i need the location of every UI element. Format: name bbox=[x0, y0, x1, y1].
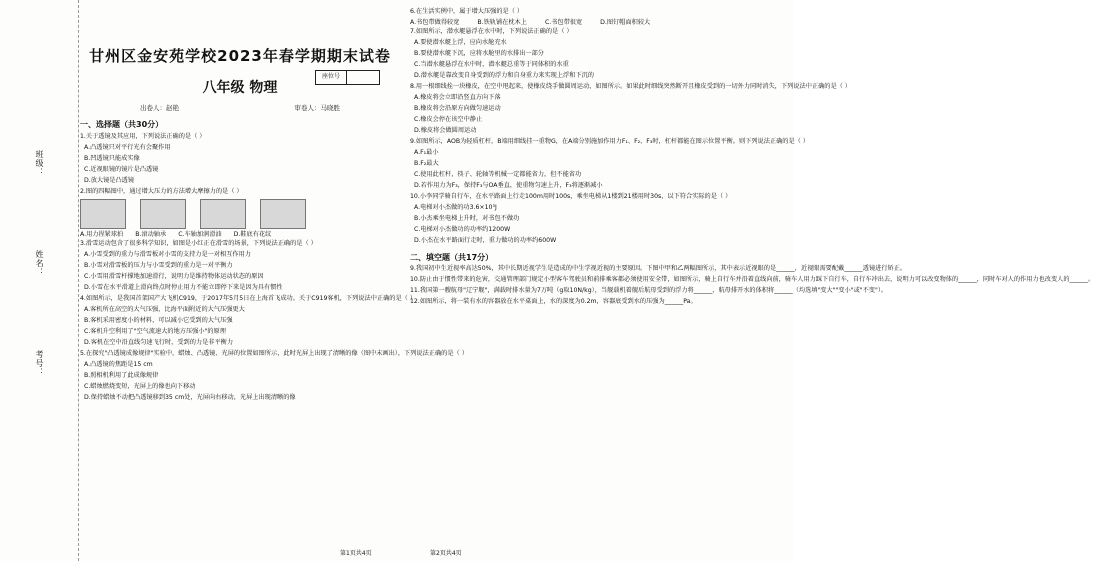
page-footer-right: 第2页共4页 bbox=[430, 550, 462, 557]
option: D.小雪在水平滑道上滑向终点时停止用力不能立即停下来是因为具有惯性 bbox=[84, 283, 283, 291]
option: A.客机所在高空的大气压强，比海平面附近的大气压强更大 bbox=[84, 305, 245, 313]
option: B.小杰乘坐电梯上升时，对书包不做功 bbox=[414, 214, 520, 222]
exam-subtitle: 八年级 物理 bbox=[202, 79, 278, 96]
option: D.鞋底有花纹 bbox=[233, 230, 272, 238]
option: A.书包带做得较宽 bbox=[410, 18, 460, 26]
option: C.当潜水艇悬浮在水中时，潜水艇总重等于同体积的水重 bbox=[414, 60, 569, 68]
racket-image bbox=[80, 199, 126, 229]
option: A.用力捏紧球拍 bbox=[80, 230, 124, 238]
option: D.潜水艇是靠改变自身受到的浮力和自身重力来实现上浮和下沉的 bbox=[414, 71, 594, 79]
option: D.放大镜是凸透镜 bbox=[84, 177, 135, 184]
question-13: 11.我国第一艘航母"辽宁舰"，满载时排水量为7万吨（g取10N/kg），当舰载机着舰后航母受到的浮力将______，航母排开水的体积将______（均选填"变大""变小"或"不变"）。 bbox=[410, 287, 888, 295]
option: C.书包带很宽 bbox=[544, 18, 583, 26]
bearing-image bbox=[140, 199, 186, 229]
shoe-image bbox=[260, 199, 306, 229]
option: C.小雪用滑雪杆撑地加速滑行，说明力是维持物体运动状态的原因 bbox=[84, 272, 264, 280]
name-label: 姓名： bbox=[35, 250, 44, 277]
right-column bbox=[410, 8, 1094, 309]
question-6: 6.在生活实例中，属于增大压强的是（ ） bbox=[410, 8, 524, 15]
question-2: 2.图的四幅图中，通过增大压力的方法增大摩擦力的是（ ） bbox=[80, 187, 243, 195]
option: B.凹透镜只能成实像 bbox=[84, 155, 140, 163]
option: A.凸透镜的焦距是15 cm bbox=[84, 360, 153, 368]
exam-meta bbox=[80, 104, 400, 113]
reviewer: 审卷人：马晓胜 bbox=[294, 104, 340, 113]
option: A.小雪受到的重力与滑雪板对小雪的支持力是一对相互作用力 bbox=[84, 250, 251, 258]
question-10: 10.小李同学骑自行车，在水平路面上行走100m用时100s，乘坐电梯从1楼到21楼用时30s，以下符合实际的是（ ） bbox=[410, 192, 732, 200]
option: B.小雪对滑雪板的压力与小雪受到的重力是一对平衡力 bbox=[84, 261, 233, 269]
binding-margin bbox=[0, 0, 79, 561]
option: D.橡皮将会做圆周运动 bbox=[414, 126, 477, 134]
option: C.电梯对小杰做功的功率约1200W bbox=[414, 225, 511, 233]
question-11: 9.我国初中生近视率高达50%，其中长期近视学生是造成的中生学视近视的主要原因。下图中甲和乙两幅图所示，其中表示近视眼的是______，近视眼需要配戴______透镜进行矫正。 bbox=[410, 265, 907, 273]
option: A.电梯对小杰做的功3.6×10³J bbox=[414, 203, 497, 211]
option: B.滚动轴承 bbox=[135, 230, 167, 238]
option: D.若作用力为F₃，保持F₃与OA垂直，使重物匀速上升，F₃将逐渐减小 bbox=[414, 181, 603, 189]
page-footer-left: 第1页共4页 bbox=[340, 550, 372, 557]
axle-image bbox=[200, 199, 246, 229]
class-label: 班级： bbox=[35, 150, 44, 177]
option: A.凸透镜只对平行光有会聚作用 bbox=[84, 144, 171, 152]
section-1-heading: 一、选择题（共30分） bbox=[80, 120, 164, 130]
exam-number-label: 考号： bbox=[35, 350, 44, 377]
option: B.照相机利用了此成像规律 bbox=[84, 371, 159, 379]
option: C.近视眼镜的镜片是凸透镜 bbox=[84, 166, 159, 174]
question-14: 12.如图所示，将一装有水的容器放在水平桌面上，水的深度为0.2m，容器底受到水的压强为______Pa。 bbox=[410, 298, 697, 306]
question-4: 4.如图所示，是我国首架国产大飞机C919，于2017年5月5日在上海首飞成功。关于C919客机，下列说法中正确的是（ ） bbox=[80, 294, 416, 302]
q2-options bbox=[80, 231, 400, 240]
option: B.铁轨铺在枕木上 bbox=[477, 18, 527, 26]
option: A.要使潜水艇上浮，应向水舱充水 bbox=[414, 38, 507, 46]
option: C.车轴加润滑油 bbox=[178, 230, 222, 238]
option: A.F₁最小 bbox=[414, 148, 439, 156]
option: D.保持蜡烛不动把凸透镜移到35 cm处，光屏向右移动，光屏上出现清晰的像 bbox=[84, 393, 296, 401]
option: D.小杰在水平路面行走时，重力做功的功率约600W bbox=[414, 236, 557, 244]
option: A.橡皮将会立即沿竖直方向下落 bbox=[414, 93, 501, 101]
question-5: 5.在探究"凸透镜成像规律"实验中，蜡烛、凸透镜、光屏的位置如图所示，此时光屏上出现了清晰的像（图中未画出），下列说法正确的是（ ） bbox=[80, 349, 468, 357]
question-12: 10.防止由于惯性带来的危害，交通管理部门规定小型客车驾驶员和前排乘客都必须使用安全带，如图所示，骑上自行车并沿着直线向前，骑车人用力踩下自行车，自行车冲出去，说明力可以改变物体的______，同时车对人的作用力也改变人的______。 bbox=[410, 276, 1094, 284]
exam-title: 甘州区金安苑学校2023年春学期期末试卷 bbox=[89, 47, 391, 65]
option: B.橡皮将会沿原方向做匀速运动 bbox=[414, 104, 501, 112]
option: C.蜡烛燃烧变短，光屏上的像也向下移动 bbox=[84, 382, 196, 390]
q2-images bbox=[80, 199, 400, 229]
option: B.要使潜水艇下沉，应将水舱里的水排出一部分 bbox=[414, 49, 544, 57]
section-2-heading: 二、填空题（共17分） bbox=[410, 252, 494, 262]
option: D.图钉帽面积较大 bbox=[600, 18, 651, 26]
option: D.客机在空中沿直线匀速飞行时，受到的力是非平衡力 bbox=[84, 338, 234, 346]
option: B.客机采用密度小的材料，可以减小它受到的大气压强 bbox=[84, 316, 233, 324]
question-1: 1.关于透镜及其应用，下列说法正确的是（ ） bbox=[80, 133, 206, 141]
question-7: 7.如图所示，潜水艇悬浮在水中时，下列说法正确的是（ ） bbox=[410, 27, 573, 35]
seat-number-label: 座位号 bbox=[316, 71, 347, 84]
q6-options bbox=[410, 19, 780, 28]
question-9: 9.如图所示，AOB为轻质杠杆，B端用细线挂一重物G，在A端分别施加作用力F₁、F₂、F₃时，杠杆都能在图示位置平衡。则下列说法正确的是（ ） bbox=[410, 137, 809, 145]
question-8: 8.用一根细线拴一块橡皮，在空中甩起来，使橡皮绕手做圆周运动，如图所示。如果此时细线突然断开且橡皮受到的一切外力同时消失，下列说法中正确的是（ ） bbox=[410, 82, 851, 90]
option: C.橡皮会停在该空中静止 bbox=[414, 115, 483, 123]
option: C.客机升空利用了"空气流速大的地方压强小"的原理 bbox=[84, 327, 226, 335]
author: 出卷人：赵艳 bbox=[140, 104, 179, 113]
option: B.F₂最大 bbox=[414, 159, 439, 167]
seat-number-box bbox=[315, 70, 380, 85]
option: C.使用此杠杆，筷子、轮轴等机械一定都能省力，但不能省功 bbox=[414, 170, 582, 178]
question-3: 3.滑雪运动包含了很多科学知识，如图是小红正在滑雪的场景，下列说法正确的是（ ） bbox=[80, 239, 317, 247]
